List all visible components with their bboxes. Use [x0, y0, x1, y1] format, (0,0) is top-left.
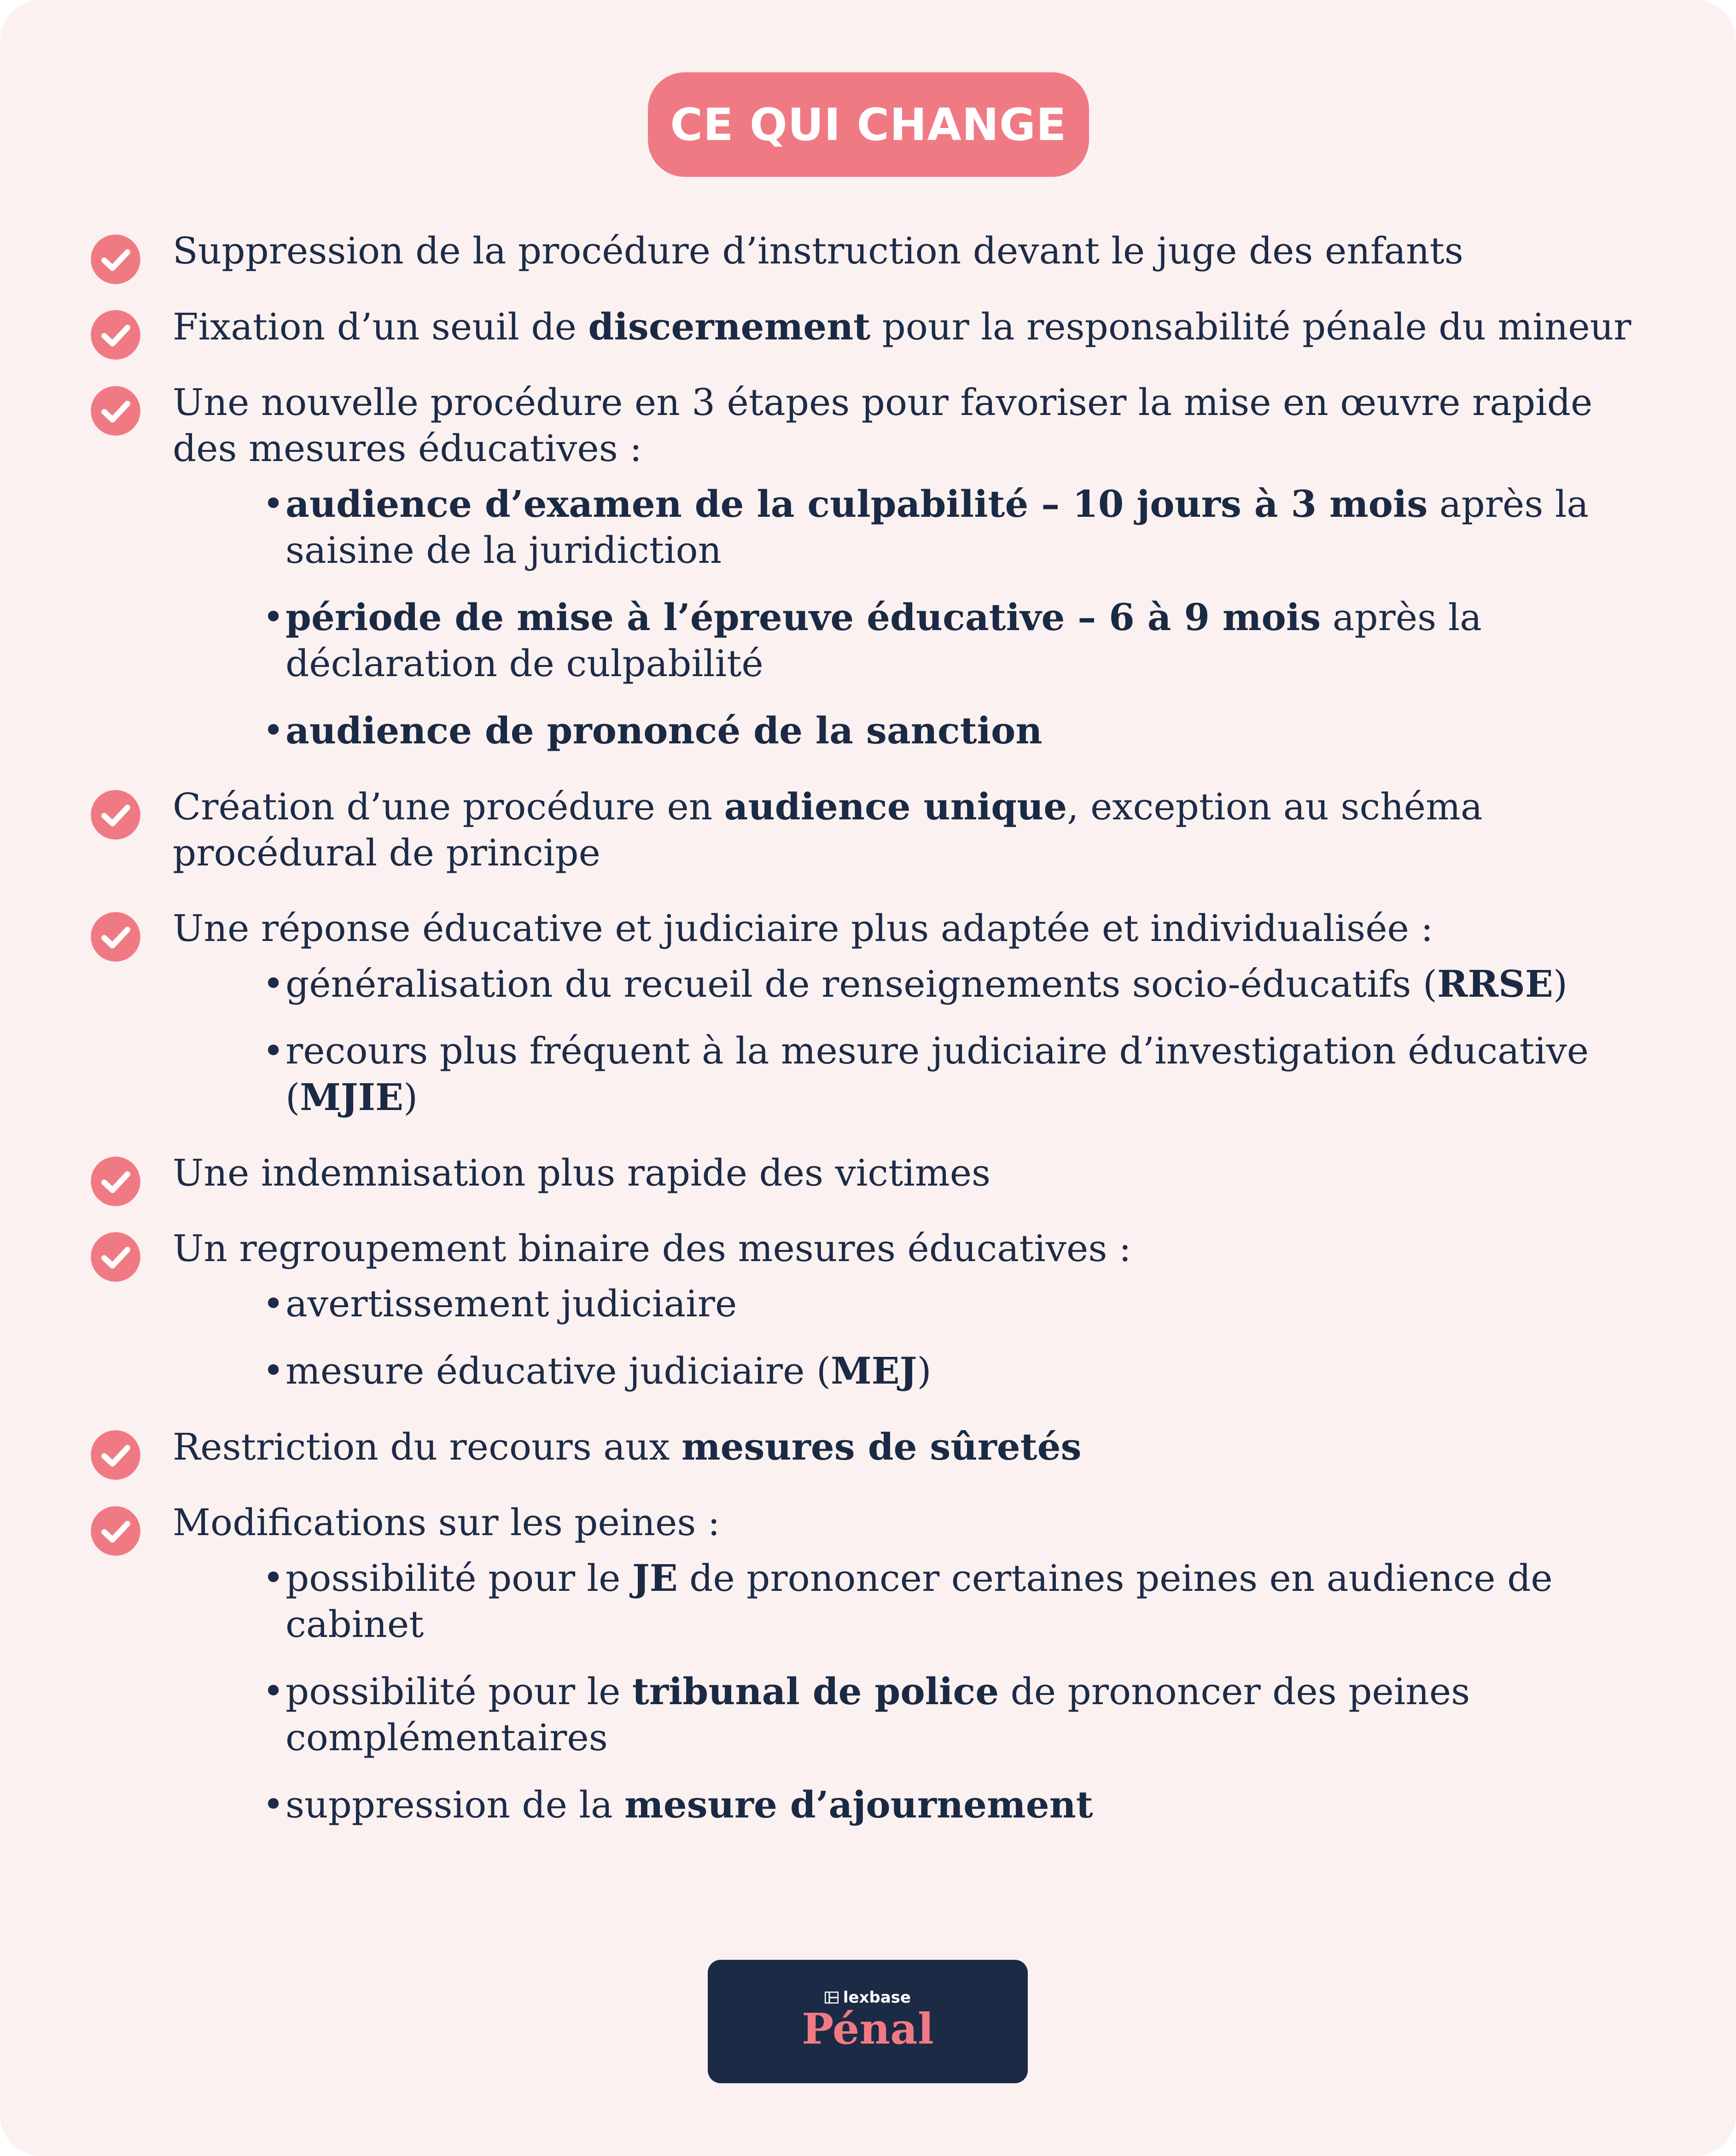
bold-text: audience de prononcé de la sanction: [285, 709, 1043, 752]
header-badge: [648, 72, 1089, 177]
item-text: [173, 304, 1665, 350]
check-circle-icon: [90, 385, 141, 437]
list-item: [90, 228, 1665, 274]
list-item: [90, 380, 1665, 754]
bold-text: MEJ: [831, 1349, 917, 1392]
text-segment: Une réponse éducative et judiciaire plus adaptée et individualisée :: [173, 907, 1433, 950]
check-circle-icon: [90, 789, 141, 841]
text-segment: ): [1553, 963, 1568, 1005]
badge-label: CE QUI CHANGE: [670, 99, 1067, 151]
sub-list-item: [262, 594, 1665, 687]
sub-list: [173, 961, 1665, 1121]
text-segment: pour la responsabilité pénale du mineur: [870, 305, 1631, 348]
bold-text: audience d’examen de la culpabilité – 10 jours à 3 mois: [285, 482, 1428, 526]
item-text: [173, 228, 1665, 274]
check-circle-icon: [90, 234, 141, 285]
text-segment: Un regroupement binaire des mesures éducatives :: [173, 1227, 1131, 1270]
text-segment: Une indemnisation plus rapide des victimes: [173, 1151, 991, 1194]
bold-text: audience unique: [724, 785, 1067, 828]
list-item: [90, 906, 1665, 1121]
text-segment: généralisation du recueil de renseignements socio-éducatifs (: [285, 963, 1438, 1005]
list-item: [90, 1500, 1665, 1828]
item-text: [173, 1424, 1665, 1470]
bold-text: discernement: [588, 305, 871, 348]
item-text: [173, 783, 1665, 876]
text-segment: possibilité pour le: [285, 1670, 632, 1713]
sub-list: [173, 481, 1665, 754]
check-circle-icon: [90, 1156, 141, 1207]
text-segment: ): [917, 1350, 932, 1392]
text-segment: de prononcer des peines complémentaires: [285, 1670, 1470, 1759]
logo-brand-text: lexbase: [843, 1988, 911, 2007]
lexbase-logo-icon: [825, 1992, 839, 2004]
item-text: [173, 1150, 1665, 1196]
text-segment: , exception au schéma procédural de principe: [173, 785, 1483, 874]
text-segment: après la déclaration de culpabilité: [285, 596, 1482, 685]
bold-text: tribunal de police: [632, 1670, 999, 1713]
sub-list: [173, 1555, 1665, 1828]
bold-text: mesure d’ajournement: [624, 1783, 1093, 1826]
list-item: [90, 1150, 1665, 1196]
sub-list-item: [262, 1281, 1665, 1327]
text-segment: mesure éducative judiciaire (: [285, 1350, 831, 1392]
text-segment: possibilité pour le: [285, 1557, 632, 1600]
text-segment: avertissement judiciaire: [285, 1282, 737, 1325]
bold-text: RRSE: [1437, 962, 1553, 1005]
sub-list-item: [262, 1668, 1665, 1761]
text-segment: ): [403, 1076, 418, 1119]
bold-text: mesures de sûretés: [682, 1425, 1082, 1468]
text-segment: suppression de la: [285, 1783, 625, 1826]
text-segment: Une nouvelle procédure en 3 étapes pour favoriser la mise en œuvre rapide des mesures éducatives :: [173, 381, 1593, 470]
list-item: [90, 1226, 1665, 1394]
bold-text: période de mise à l’épreuve éducative – 6 à 9 mois: [285, 596, 1321, 639]
text-segment: Restriction du recours aux: [173, 1426, 682, 1468]
sub-list-item: [262, 1782, 1665, 1828]
bold-text: MJIE: [300, 1075, 404, 1119]
text-segment: Fixation d’un seuil de: [173, 305, 588, 348]
check-circle-icon: [90, 911, 141, 963]
check-circle-icon: [90, 1429, 141, 1481]
text-segment: après la saisine de la juridiction: [285, 483, 1589, 572]
item-text: [173, 1226, 1665, 1272]
sub-list-item: [262, 961, 1665, 1007]
check-circle-icon: [90, 1505, 141, 1557]
sub-list-item: [262, 1348, 1665, 1394]
item-text: [173, 906, 1665, 952]
text-segment: de prononcer certaines peines en audience de cabinet: [285, 1557, 1553, 1646]
sub-list: [173, 1281, 1665, 1394]
list-item: [90, 1424, 1665, 1470]
logo-name: Pénal: [802, 2004, 934, 2054]
lexbase-penal-logo: [708, 1960, 1028, 2083]
sub-list-item: [262, 481, 1665, 573]
text-segment: Modifications sur les peines :: [173, 1501, 720, 1544]
check-circle-icon: [90, 1231, 141, 1283]
list-item: [90, 783, 1665, 876]
sub-list-item: [262, 1555, 1665, 1648]
changes-list: [90, 228, 1665, 1858]
list-item: [90, 304, 1665, 350]
text-segment: Suppression de la procédure d’instruction devant le juge des enfants: [173, 229, 1463, 272]
text-segment: Création d’une procédure en: [173, 785, 724, 828]
text-segment: recours plus fréquent à la mesure judiciaire d’investigation éducative (: [285, 1029, 1589, 1119]
bold-text: JE: [632, 1556, 678, 1600]
item-text: [173, 1500, 1665, 1546]
item-text: [173, 380, 1665, 472]
sub-list-item: [262, 1028, 1665, 1121]
sub-list-item: [262, 707, 1665, 754]
check-circle-icon: [90, 309, 141, 361]
